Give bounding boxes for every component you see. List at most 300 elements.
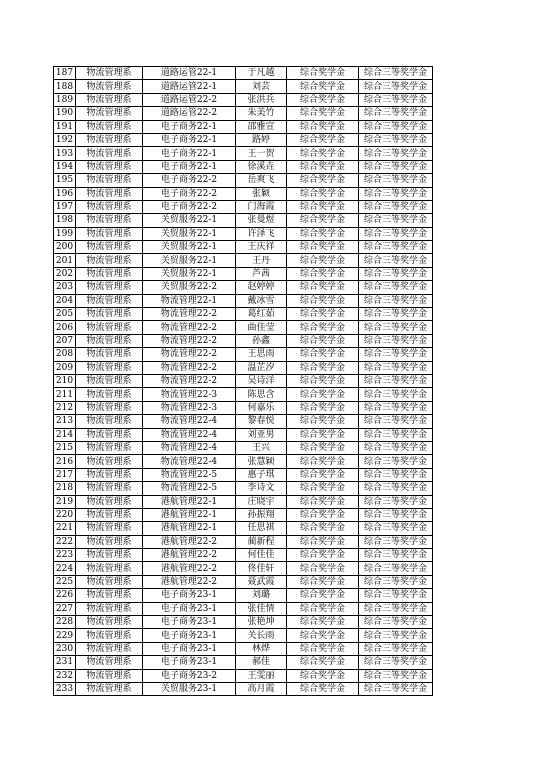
row-number-cell: 229 [54, 629, 76, 642]
student-name-cell: 孙鑫 [236, 334, 287, 347]
award-level-cell: 综合三等奖学金 [359, 401, 433, 414]
award-type-cell: 综合奖学金 [287, 67, 359, 80]
student-name-cell: 曲佳莹 [236, 321, 287, 334]
row-number-cell: 209 [54, 361, 76, 374]
department-cell: 物流管理系 [76, 629, 143, 642]
student-name-cell: 惠子琪 [236, 468, 287, 481]
award-level-cell: 综合三等奖学金 [359, 214, 433, 227]
student-name-cell: 邵雅宣 [236, 120, 287, 133]
student-name-cell: 张颖 [236, 187, 287, 200]
class-cell: 电子商务23-1 [143, 589, 236, 602]
class-cell: 物流管理22-2 [143, 321, 236, 334]
student-name-cell: 蔺新程 [236, 535, 287, 548]
student-name-cell: 葛红茹 [236, 308, 287, 321]
student-name-cell: 张艳坤 [236, 616, 287, 629]
table-row [54, 656, 433, 669]
award-level-cell: 综合三等奖学金 [359, 281, 433, 294]
row-number-cell: 216 [54, 455, 76, 468]
award-type-cell: 综合奖学金 [287, 682, 359, 695]
student-name-cell: 王丹 [236, 254, 287, 267]
award-type-cell: 综合奖学金 [287, 428, 359, 441]
student-name-cell: 刘芸 [236, 80, 287, 93]
department-cell: 物流管理系 [76, 348, 143, 361]
award-type-cell: 综合奖学金 [287, 562, 359, 575]
award-type-cell: 综合奖学金 [287, 549, 359, 562]
table-row [54, 401, 433, 414]
department-cell: 物流管理系 [76, 508, 143, 521]
student-name-cell: 孙振翔 [236, 508, 287, 521]
class-cell: 物流管理22-4 [143, 455, 236, 468]
student-name-cell: 林烨 [236, 642, 287, 655]
scholarship-table [53, 66, 433, 696]
row-number-cell: 194 [54, 160, 76, 173]
row-number-cell: 214 [54, 428, 76, 441]
row-number-cell: 206 [54, 321, 76, 334]
student-name-cell: 聂武霞 [236, 575, 287, 588]
award-level-cell: 综合三等奖学金 [359, 616, 433, 629]
department-cell: 物流管理系 [76, 455, 143, 468]
department-cell: 物流管理系 [76, 361, 143, 374]
award-type-cell: 综合奖学金 [287, 120, 359, 133]
award-type-cell: 综合奖学金 [287, 294, 359, 307]
department-cell: 物流管理系 [76, 415, 143, 428]
department-cell: 物流管理系 [76, 200, 143, 213]
award-level-cell: 综合三等奖学金 [359, 575, 433, 588]
award-level-cell: 综合三等奖学金 [359, 602, 433, 615]
student-name-cell: 高月霞 [236, 682, 287, 695]
class-cell: 电子商务22-2 [143, 200, 236, 213]
table-row [54, 642, 433, 655]
table-row [54, 93, 433, 106]
student-name-cell: 许泽飞 [236, 227, 287, 240]
award-type-cell: 综合奖学金 [287, 415, 359, 428]
award-type-cell: 综合奖学金 [287, 348, 359, 361]
award-level-cell: 综合三等奖学金 [359, 334, 433, 347]
class-cell: 电子商务23-1 [143, 616, 236, 629]
row-number-cell: 202 [54, 267, 76, 280]
award-type-cell: 综合奖学金 [287, 267, 359, 280]
student-name-cell: 于凡越 [236, 67, 287, 80]
department-cell: 物流管理系 [76, 120, 143, 133]
department-cell: 物流管理系 [76, 160, 143, 173]
table-row [54, 602, 433, 615]
class-cell: 物流管理22-2 [143, 334, 236, 347]
class-cell: 道路运管22-1 [143, 80, 236, 93]
award-level-cell: 综合三等奖学金 [359, 147, 433, 160]
row-number-cell: 211 [54, 388, 76, 401]
student-name-cell: 庄晓宇 [236, 495, 287, 508]
student-name-cell: 张慧颖 [236, 455, 287, 468]
row-number-cell: 220 [54, 508, 76, 521]
award-type-cell: 综合奖学金 [287, 495, 359, 508]
student-name-cell: 刘亚男 [236, 428, 287, 441]
award-level-cell: 综合三等奖学金 [359, 589, 433, 602]
award-level-cell: 综合三等奖学金 [359, 133, 433, 146]
table-row [54, 455, 433, 468]
award-type-cell: 综合奖学金 [287, 281, 359, 294]
student-name-cell: 王庆祥 [236, 241, 287, 254]
table-row [54, 348, 433, 361]
class-cell: 关贸服务22-1 [143, 267, 236, 280]
award-level-cell: 综合三等奖学金 [359, 656, 433, 669]
table-row [54, 80, 433, 93]
department-cell: 物流管理系 [76, 468, 143, 481]
class-cell: 物流管理22-4 [143, 441, 236, 454]
row-number-cell: 217 [54, 468, 76, 481]
row-number-cell: 192 [54, 133, 76, 146]
award-type-cell: 综合奖学金 [287, 214, 359, 227]
class-cell: 电子商务22-1 [143, 120, 236, 133]
student-name-cell: 王兴 [236, 441, 287, 454]
award-level-cell: 综合三等奖学金 [359, 388, 433, 401]
class-cell: 关贸服务22-1 [143, 227, 236, 240]
table-row [54, 107, 433, 120]
award-type-cell: 综合奖学金 [287, 308, 359, 321]
award-level-cell: 综合三等奖学金 [359, 468, 433, 481]
award-type-cell: 综合奖学金 [287, 334, 359, 347]
department-cell: 物流管理系 [76, 522, 143, 535]
student-name-cell: 郝佳 [236, 656, 287, 669]
student-name-cell: 佟佳轩 [236, 562, 287, 575]
table-row [54, 562, 433, 575]
row-number-cell: 233 [54, 682, 76, 695]
class-cell: 道路运管22-1 [143, 67, 236, 80]
class-cell: 港航管理22-1 [143, 508, 236, 521]
class-cell: 港航管理22-2 [143, 575, 236, 588]
award-type-cell: 综合奖学金 [287, 629, 359, 642]
department-cell: 物流管理系 [76, 374, 143, 387]
row-number-cell: 228 [54, 616, 76, 629]
row-number-cell: 203 [54, 281, 76, 294]
row-number-cell: 207 [54, 334, 76, 347]
row-number-cell: 205 [54, 308, 76, 321]
award-type-cell: 综合奖学金 [287, 522, 359, 535]
award-type-cell: 综合奖学金 [287, 589, 359, 602]
award-level-cell: 综合三等奖学金 [359, 669, 433, 682]
department-cell: 物流管理系 [76, 388, 143, 401]
row-number-cell: 208 [54, 348, 76, 361]
student-name-cell: 张佳情 [236, 602, 287, 615]
student-name-cell: 路婷 [236, 133, 287, 146]
row-number-cell: 215 [54, 441, 76, 454]
row-number-cell: 212 [54, 401, 76, 414]
award-level-cell: 综合三等奖学金 [359, 374, 433, 387]
student-name-cell: 朱美竹 [236, 107, 287, 120]
table-row [54, 241, 433, 254]
department-cell: 物流管理系 [76, 321, 143, 334]
row-number-cell: 188 [54, 80, 76, 93]
award-type-cell: 综合奖学金 [287, 602, 359, 615]
table-row [54, 428, 433, 441]
award-type-cell: 综合奖学金 [287, 468, 359, 481]
award-level-cell: 综合三等奖学金 [359, 120, 433, 133]
class-cell: 电子商务23-1 [143, 629, 236, 642]
award-level-cell: 综合三等奖学金 [359, 562, 433, 575]
award-level-cell: 综合三等奖学金 [359, 241, 433, 254]
award-type-cell: 综合奖学金 [287, 361, 359, 374]
class-cell: 电子商务22-2 [143, 187, 236, 200]
award-type-cell: 综合奖学金 [287, 535, 359, 548]
award-type-cell: 综合奖学金 [287, 321, 359, 334]
department-cell: 物流管理系 [76, 147, 143, 160]
student-name-cell: 任思祺 [236, 522, 287, 535]
student-name-cell: 王思雨 [236, 348, 287, 361]
award-type-cell: 综合奖学金 [287, 254, 359, 267]
student-name-cell: 何嘉乐 [236, 401, 287, 414]
class-cell: 港航管理22-1 [143, 522, 236, 535]
award-type-cell: 综合奖学金 [287, 374, 359, 387]
award-level-cell: 综合三等奖学金 [359, 455, 433, 468]
award-level-cell: 综合三等奖学金 [359, 174, 433, 187]
student-name-cell: 岳爽飞 [236, 174, 287, 187]
class-cell: 物流管理22-3 [143, 388, 236, 401]
class-cell: 电子商务22-2 [143, 174, 236, 187]
row-number-cell: 193 [54, 147, 76, 160]
table-row [54, 267, 433, 280]
student-name-cell: 徐溪垚 [236, 160, 287, 173]
department-cell: 物流管理系 [76, 669, 143, 682]
class-cell: 物流管理22-2 [143, 308, 236, 321]
department-cell: 物流管理系 [76, 334, 143, 347]
award-level-cell: 综合三等奖学金 [359, 107, 433, 120]
award-type-cell: 综合奖学金 [287, 642, 359, 655]
award-type-cell: 综合奖学金 [287, 80, 359, 93]
award-type-cell: 综合奖学金 [287, 482, 359, 495]
award-level-cell: 综合三等奖学金 [359, 200, 433, 213]
row-number-cell: 225 [54, 575, 76, 588]
award-type-cell: 综合奖学金 [287, 388, 359, 401]
award-level-cell: 综合三等奖学金 [359, 522, 433, 535]
student-name-cell: 何佳佳 [236, 549, 287, 562]
department-cell: 物流管理系 [76, 254, 143, 267]
row-number-cell: 210 [54, 374, 76, 387]
award-type-cell: 综合奖学金 [287, 107, 359, 120]
student-name-cell: 芦茜 [236, 267, 287, 280]
department-cell: 物流管理系 [76, 227, 143, 240]
class-cell: 物流管理22-2 [143, 361, 236, 374]
class-cell: 关贸服务22-2 [143, 281, 236, 294]
class-cell: 港航管理22-2 [143, 562, 236, 575]
award-type-cell: 综合奖学金 [287, 241, 359, 254]
table-row [54, 67, 433, 80]
department-cell: 物流管理系 [76, 642, 143, 655]
department-cell: 物流管理系 [76, 174, 143, 187]
department-cell: 物流管理系 [76, 562, 143, 575]
table-row [54, 682, 433, 695]
award-type-cell: 综合奖学金 [287, 401, 359, 414]
class-cell: 物流管理22-2 [143, 374, 236, 387]
award-level-cell: 综合三等奖学金 [359, 67, 433, 80]
award-type-cell: 综合奖学金 [287, 656, 359, 669]
table-row [54, 160, 433, 173]
student-name-cell: 王雯丽 [236, 669, 287, 682]
award-level-cell: 综合三等奖学金 [359, 441, 433, 454]
table-row [54, 388, 433, 401]
student-name-cell: 张洪兵 [236, 93, 287, 106]
table-row [54, 200, 433, 213]
table-row [54, 549, 433, 562]
department-cell: 物流管理系 [76, 294, 143, 307]
class-cell: 物流管理22-1 [143, 294, 236, 307]
table-row [54, 468, 433, 481]
student-name-cell: 关长雨 [236, 629, 287, 642]
award-level-cell: 综合三等奖学金 [359, 482, 433, 495]
award-level-cell: 综合三等奖学金 [359, 294, 433, 307]
table-row [54, 294, 433, 307]
table-row [54, 227, 433, 240]
student-name-cell: 赵婷婷 [236, 281, 287, 294]
department-cell: 物流管理系 [76, 575, 143, 588]
award-level-cell: 综合三等奖学金 [359, 308, 433, 321]
class-cell: 关贸服务22-1 [143, 254, 236, 267]
department-cell: 物流管理系 [76, 495, 143, 508]
award-type-cell: 综合奖学金 [287, 508, 359, 521]
department-cell: 物流管理系 [76, 535, 143, 548]
student-name-cell: 刘璐 [236, 589, 287, 602]
award-type-cell: 综合奖学金 [287, 616, 359, 629]
table-row [54, 374, 433, 387]
award-type-cell: 综合奖学金 [287, 147, 359, 160]
row-number-cell: 221 [54, 522, 76, 535]
department-cell: 物流管理系 [76, 428, 143, 441]
class-cell: 物流管理22-4 [143, 415, 236, 428]
award-type-cell: 综合奖学金 [287, 133, 359, 146]
table-row [54, 522, 433, 535]
table-row [54, 174, 433, 187]
award-level-cell: 综合三等奖学金 [359, 160, 433, 173]
class-cell: 港航管理22-2 [143, 535, 236, 548]
award-level-cell: 综合三等奖学金 [359, 93, 433, 106]
class-cell: 物流管理22-2 [143, 348, 236, 361]
award-level-cell: 综合三等奖学金 [359, 267, 433, 280]
award-type-cell: 综合奖学金 [287, 200, 359, 213]
award-type-cell: 综合奖学金 [287, 93, 359, 106]
table-row [54, 281, 433, 294]
department-cell: 物流管理系 [76, 682, 143, 695]
class-cell: 港航管理22-1 [143, 495, 236, 508]
table-row [54, 334, 433, 347]
award-level-cell: 综合三等奖学金 [359, 682, 433, 695]
row-number-cell: 197 [54, 200, 76, 213]
class-cell: 物流管理22-3 [143, 401, 236, 414]
table-row [54, 589, 433, 602]
award-level-cell: 综合三等奖学金 [359, 549, 433, 562]
award-type-cell: 综合奖学金 [287, 160, 359, 173]
department-cell: 物流管理系 [76, 482, 143, 495]
table-row [54, 629, 433, 642]
table-row [54, 187, 433, 200]
table-row [54, 535, 433, 548]
class-cell: 电子商务23-2 [143, 669, 236, 682]
row-number-cell: 231 [54, 656, 76, 669]
class-cell: 关贸服务23-1 [143, 682, 236, 695]
award-type-cell: 综合奖学金 [287, 575, 359, 588]
award-level-cell: 综合三等奖学金 [359, 187, 433, 200]
award-type-cell: 综合奖学金 [287, 174, 359, 187]
row-number-cell: 218 [54, 482, 76, 495]
student-name-cell: 戴冰雪 [236, 294, 287, 307]
table-row [54, 508, 433, 521]
department-cell: 物流管理系 [76, 281, 143, 294]
class-cell: 道路运管22-2 [143, 93, 236, 106]
student-name-cell: 陈思含 [236, 388, 287, 401]
department-cell: 物流管理系 [76, 241, 143, 254]
class-cell: 港航管理22-2 [143, 549, 236, 562]
table-row [54, 214, 433, 227]
department-cell: 物流管理系 [76, 308, 143, 321]
class-cell: 物流管理22-5 [143, 468, 236, 481]
award-level-cell: 综合三等奖学金 [359, 227, 433, 240]
row-number-cell: 195 [54, 174, 76, 187]
row-number-cell: 191 [54, 120, 76, 133]
award-level-cell: 综合三等奖学金 [359, 629, 433, 642]
award-level-cell: 综合三等奖学金 [359, 80, 433, 93]
table-row [54, 415, 433, 428]
class-cell: 电子商务22-1 [143, 160, 236, 173]
class-cell: 关贸服务22-1 [143, 214, 236, 227]
row-number-cell: 232 [54, 669, 76, 682]
award-type-cell: 综合奖学金 [287, 187, 359, 200]
department-cell: 物流管理系 [76, 267, 143, 280]
row-number-cell: 222 [54, 535, 76, 548]
table-row [54, 147, 433, 160]
award-level-cell: 综合三等奖学金 [359, 415, 433, 428]
table-row [54, 495, 433, 508]
department-cell: 物流管理系 [76, 93, 143, 106]
table-row [54, 575, 433, 588]
award-level-cell: 综合三等奖学金 [359, 254, 433, 267]
row-number-cell: 189 [54, 93, 76, 106]
award-level-cell: 综合三等奖学金 [359, 495, 433, 508]
row-number-cell: 227 [54, 602, 76, 615]
class-cell: 电子商务22-1 [143, 147, 236, 160]
table-row [54, 669, 433, 682]
department-cell: 物流管理系 [76, 401, 143, 414]
student-name-cell: 张曼煜 [236, 214, 287, 227]
award-level-cell: 综合三等奖学金 [359, 361, 433, 374]
row-number-cell: 199 [54, 227, 76, 240]
student-name-cell: 王一贺 [236, 147, 287, 160]
row-number-cell: 196 [54, 187, 76, 200]
row-number-cell: 198 [54, 214, 76, 227]
class-cell: 电子商务23-1 [143, 602, 236, 615]
class-cell: 物流管理22-4 [143, 428, 236, 441]
award-level-cell: 综合三等奖学金 [359, 508, 433, 521]
department-cell: 物流管理系 [76, 589, 143, 602]
class-cell: 电子商务22-1 [143, 133, 236, 146]
table-row [54, 133, 433, 146]
department-cell: 物流管理系 [76, 67, 143, 80]
class-cell: 关贸服务22-1 [143, 241, 236, 254]
department-cell: 物流管理系 [76, 441, 143, 454]
award-type-cell: 综合奖学金 [287, 441, 359, 454]
department-cell: 物流管理系 [76, 80, 143, 93]
award-level-cell: 综合三等奖学金 [359, 321, 433, 334]
row-number-cell: 213 [54, 415, 76, 428]
table-row [54, 321, 433, 334]
department-cell: 物流管理系 [76, 602, 143, 615]
table-row [54, 308, 433, 321]
student-name-cell: 李诗文 [236, 482, 287, 495]
award-type-cell: 综合奖学金 [287, 227, 359, 240]
department-cell: 物流管理系 [76, 107, 143, 120]
award-level-cell: 综合三等奖学金 [359, 642, 433, 655]
row-number-cell: 190 [54, 107, 76, 120]
row-number-cell: 204 [54, 294, 76, 307]
class-cell: 道路运管22-2 [143, 107, 236, 120]
class-cell: 电子商务23-1 [143, 642, 236, 655]
row-number-cell: 223 [54, 549, 76, 562]
